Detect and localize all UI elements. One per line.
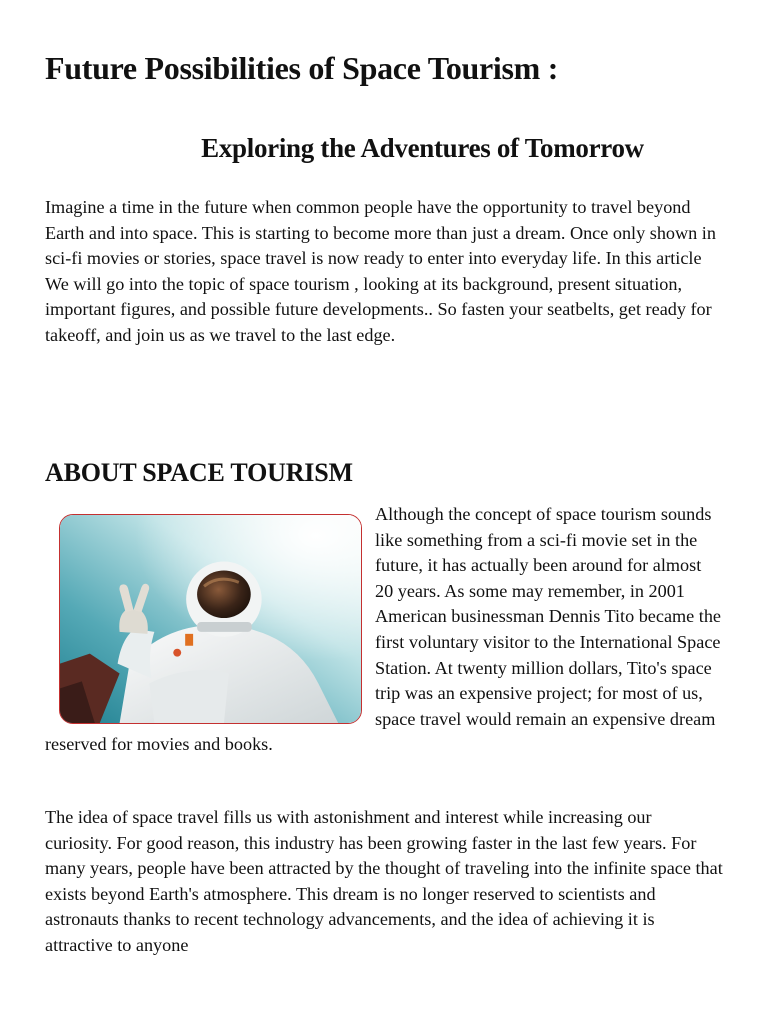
section-heading: ABOUT SPACE TOURISM: [45, 458, 353, 487]
document-subtitle: Exploring the Adventures of Tomorrow: [201, 133, 644, 163]
about-paragraph: Although the concept of space tourism sounds like something from a sci-fi movie set in the future, it has actually been around for almost 20 years. As some may remember, in 2001 American businessman Dennis Tito became the first voluntary visitor to the International Space Station. At twenty million dollars, Tito's space trip was an expensive project; for most of us, space travel would remain an expensive dream reserved for movies and books.: [45, 504, 722, 755]
about-section: [45, 502, 721, 758]
intro-paragraph: Imagine a time in the future when common people have the opportunity to travel beyond Earth and into space. This is starting to become more than just a dream. Once only shown in sci-fi movies or stories, space travel is now ready to enter into everyday life. In this article We will go into the topic of space tourism , looking at its background, present situation, important figures, and possible future developments.. So fasten your seatbelts, get ready for takeoff, and join us as we travel to the last edge.: [45, 197, 716, 345]
document-title: Future Possibilities of Space Tourism :: [45, 50, 559, 86]
astronaut-photo: [59, 514, 362, 724]
closing-paragraph: The idea of space travel fills us with astonishment and interest while increasing our curiosity. For good reason, this industry has been growing faster in the last few years. For many years, people have been attracted by the thought of traveling into the infinite space that exists beyond Earth's atmosphere. This dream is no longer reserved to scientists and astronauts thanks to recent technology advancements, and the idea of achieving it is attractive to anyone: [45, 807, 723, 955]
